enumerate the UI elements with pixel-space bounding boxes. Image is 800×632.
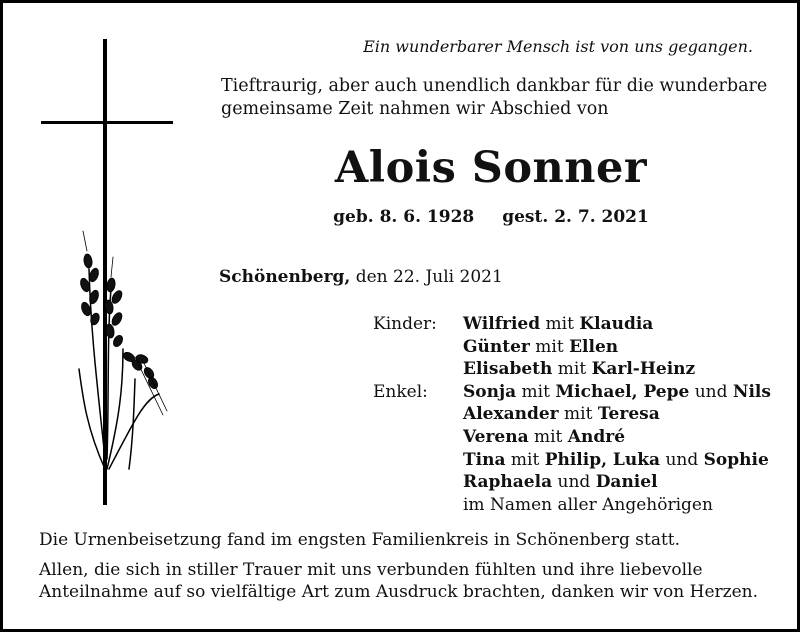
intro-line: Tieftraurig, aber auch unendlich dankbar für die wunderbare: [221, 76, 768, 96]
family-name: Verena: [463, 426, 529, 447]
footer-line: Anteilnahme auf so vielfältige Art zum Ausdruck brachten, danken wir von Herzen.: [39, 582, 759, 602]
place-town: Schönenberg,: [219, 267, 351, 287]
family-name: Tina: [463, 449, 506, 470]
family-name: André: [567, 426, 626, 447]
cross-icon: [39, 39, 189, 509]
family-names: [463, 336, 618, 359]
family-label: [373, 471, 463, 494]
family-connector: mit: [558, 404, 598, 425]
family-row: [373, 449, 771, 472]
footer-text: [39, 529, 779, 603]
family-names: [463, 381, 771, 404]
wheat-icon: [79, 231, 167, 469]
family-connector: und: [660, 449, 704, 470]
family-name: Teresa: [597, 404, 660, 425]
birth-date: geb. 8. 6. 1928: [333, 207, 475, 227]
footer-line: Allen, die sich in stiller Trauer mit uns verbunden fühlten und ihre liebevolle: [39, 560, 703, 580]
family-row: [373, 336, 771, 359]
family-label: [373, 336, 463, 359]
family-label: [373, 494, 463, 517]
family-name: Michael, Pepe: [555, 381, 690, 402]
family-name: Alexander: [463, 404, 559, 425]
family-name: Wilfried: [463, 314, 541, 334]
life-dates: [221, 207, 761, 227]
family-connector: im Namen aller Angehörigen: [463, 494, 713, 515]
family-label: [373, 403, 463, 426]
family-connector: mit: [528, 426, 568, 447]
family-connector: mit: [516, 381, 556, 402]
family-name: Daniel: [595, 472, 658, 493]
family-connector: und: [689, 381, 733, 402]
family-name: Raphaela: [463, 472, 553, 493]
family-label: [373, 426, 463, 449]
intro-text: [221, 75, 781, 121]
family-names: [463, 494, 713, 517]
family-names: [463, 471, 658, 494]
family-name: Philip, Luka: [544, 449, 661, 470]
family-name: Günter: [463, 336, 530, 357]
family-row: [373, 313, 771, 336]
family-label: Kinder:: [373, 314, 437, 334]
family-names: [463, 449, 769, 472]
family-row: [373, 381, 771, 404]
family-connector: mit: [529, 336, 570, 357]
family-connector: und: [552, 472, 596, 493]
death-date: gest. 2. 7. 2021: [502, 207, 649, 227]
intro-line: gemeinsame Zeit nahmen wir Abschied von: [221, 99, 609, 119]
family-names: [463, 358, 695, 381]
footer-paragraph: [39, 559, 779, 603]
family-connector: mit: [505, 449, 545, 470]
deceased-name: Alois Sonner: [334, 143, 648, 193]
family-name: Nils: [732, 381, 771, 402]
footer-line: Die Urnenbeisetzung fand im engsten Familienkreis in Schönenberg statt.: [39, 530, 681, 550]
family-label: Enkel:: [373, 381, 428, 402]
family-connector: mit: [552, 359, 592, 380]
family-names: [463, 426, 625, 449]
family-list: [373, 313, 771, 516]
family-label: [373, 358, 463, 381]
family-name: Elisabeth: [463, 359, 553, 380]
motto-line: Ein wunderbarer Mensch ist von uns gegangen.: [363, 37, 753, 56]
family-row: [373, 403, 771, 426]
family-row: [373, 494, 771, 517]
place-date-line: [219, 267, 503, 287]
family-names: [463, 403, 660, 426]
family-names: [463, 313, 653, 336]
family-row: [373, 426, 771, 449]
family-row: [373, 358, 771, 381]
family-label: [373, 449, 463, 472]
family-name: Sophie: [703, 449, 769, 470]
family-connector: mit: [540, 314, 580, 334]
family-name: Karl-Heinz: [591, 359, 696, 380]
family-name: Klaudia: [579, 314, 654, 334]
place-date: den 22. Juli 2021: [350, 267, 503, 287]
family-name: Sonja: [463, 381, 517, 402]
family-name: Ellen: [569, 336, 619, 357]
family-row: [373, 471, 771, 494]
